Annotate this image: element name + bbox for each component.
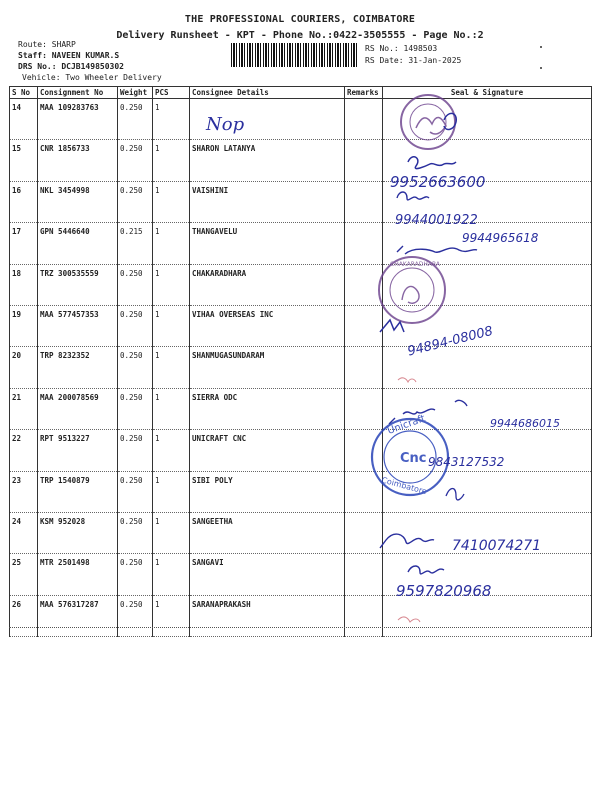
runsheet-table	[9, 86, 592, 637]
cell-signature	[383, 388, 592, 429]
col-header-signature: Seal & Signature	[383, 87, 592, 99]
cell-weight: 0.250	[118, 430, 153, 471]
cell-sno: 23	[10, 471, 38, 512]
stamp-unicraft-cnc: Cnc	[400, 451, 427, 466]
header-subtitle: Delivery Runsheet - KPT - Phone No.:0422-3505555 - Page No.:2	[116, 30, 484, 41]
table-row	[10, 140, 592, 181]
cell-remarks	[345, 388, 383, 429]
cell-sno: 20	[10, 347, 38, 388]
table-row	[10, 181, 592, 222]
handwritten-phone: 94894-08008	[406, 323, 495, 360]
cell-remarks	[345, 512, 383, 553]
cell-weight: 0.250	[118, 305, 153, 346]
stamp-unicraft-top: Unicraft	[385, 413, 427, 437]
bottom-dotted-line	[9, 627, 591, 628]
col-header-pcs: PCS	[153, 87, 190, 99]
barcode	[231, 43, 357, 67]
cell-consignee: SIBI POLY	[190, 471, 345, 512]
cell-remarks	[345, 181, 383, 222]
table-row	[10, 430, 592, 471]
cell-sno: 19	[10, 305, 38, 346]
cell-pcs: 1	[153, 305, 190, 346]
cell-sno: 17	[10, 223, 38, 264]
handwritten-phone: 9597820968	[396, 582, 492, 600]
route: Route: SHARP	[18, 40, 76, 49]
cell-remarks	[345, 430, 383, 471]
cell-weight: 0.250	[118, 181, 153, 222]
rs-number: RS No.: 1498503	[365, 44, 438, 53]
cell-signature	[383, 595, 592, 636]
cell-pcs: 1	[153, 595, 190, 636]
cell-pcs: 1	[153, 140, 190, 181]
table-row	[10, 471, 592, 512]
cell-consignee: SANGEETHA	[190, 512, 345, 553]
cell-remarks	[345, 595, 383, 636]
cell-consignment: NKL 3454998	[38, 181, 118, 222]
cell-signature	[383, 140, 592, 181]
cell-consignee: CHAKARADHARA	[190, 264, 345, 305]
cell-weight: 0.250	[118, 264, 153, 305]
cell-sno: 26	[10, 595, 38, 636]
cell-consignment: CNR 1856733	[38, 140, 118, 181]
drs-number: DRS No.: DCJB149850302	[18, 62, 124, 71]
cell-signature	[383, 99, 592, 140]
cell-weight: 0.250	[118, 554, 153, 595]
cell-sno: 25	[10, 554, 38, 595]
cell-consignment: MAA 200078569	[38, 388, 118, 429]
staff: Staff: NAVEEN KUMAR.S	[18, 51, 120, 60]
cell-remarks	[345, 305, 383, 346]
cell-consignment: TRP 8232352	[38, 347, 118, 388]
cell-weight: 0.250	[118, 99, 153, 140]
cell-pcs: 1	[153, 388, 190, 429]
handwritten-phone: 9944001922	[395, 213, 478, 228]
cell-pcs: 1	[153, 223, 190, 264]
cell-sno: 15	[10, 140, 38, 181]
cell-signature	[383, 554, 592, 595]
cell-remarks	[345, 264, 383, 305]
cell-consignee: SARANAPRAKASH	[190, 595, 345, 636]
table-row	[10, 305, 592, 346]
col-header-weight: Weight	[118, 87, 153, 99]
cell-sno: 16	[10, 181, 38, 222]
header-title: THE PROFESSIONAL COURIERS, COIMBATORE	[184, 14, 416, 25]
cell-weight: 0.250	[118, 388, 153, 429]
cell-consignment: MAA 109283763	[38, 99, 118, 140]
cell-signature	[380, 471, 592, 512]
cell-sno: 24	[10, 512, 38, 553]
cell-sno: 22	[10, 430, 38, 471]
table-row	[10, 554, 592, 595]
cell-remarks	[345, 347, 383, 388]
cell-signature	[383, 223, 592, 264]
cell-consignee: SIERRA ODC	[190, 388, 345, 429]
cell-remarks	[345, 471, 383, 512]
table-row	[10, 223, 592, 264]
handwritten-phone: 9952663600	[390, 173, 486, 191]
cell-consignment: TRZ 300535559	[38, 264, 118, 305]
cell-weight: 0.215	[118, 223, 153, 264]
rs-date: RS Date: 31-Jan-2025	[365, 56, 462, 65]
table-row	[10, 595, 592, 636]
cell-sno: 18	[10, 264, 38, 305]
cell-consignment: KSM 952028	[38, 512, 118, 553]
cell-consignee: VAISHINI	[190, 181, 345, 222]
cell-consignee: SHANMUGASUNDARAM	[190, 347, 345, 388]
cell-remarks	[345, 223, 383, 264]
cell-pcs: 1	[153, 264, 190, 305]
cell-consignee: UNICRAFT CNC	[190, 430, 345, 471]
col-header-consignee: Consignee Details	[190, 87, 345, 99]
handwritten-phone: 9843127532	[428, 455, 505, 469]
cell-weight: 0.250	[118, 140, 153, 181]
table-row	[10, 264, 592, 305]
cell-weight: 0.250	[118, 347, 153, 388]
cell-pcs: 1	[153, 99, 190, 140]
cell-consignee: SHARON LATANYA	[190, 140, 345, 181]
cell-remarks	[345, 140, 383, 181]
cell-pcs: 1	[153, 347, 190, 388]
cell-pcs: 1	[153, 430, 190, 471]
speck	[540, 46, 542, 48]
handwritten-nop: Nop	[206, 114, 245, 135]
table-header-row	[10, 87, 592, 99]
cell-signature	[383, 430, 592, 471]
stamp-chakaradhara-text: CHAKARADHARA	[390, 261, 441, 268]
cell-pcs: 1	[153, 181, 190, 222]
handwritten-phone: 9944686015	[490, 417, 560, 430]
table-row	[10, 512, 592, 553]
cell-consignment: TRP 1540879	[38, 471, 118, 512]
vehicle: Vehicle: Two Wheeler Delivery	[22, 73, 162, 82]
cell-sno: 14	[10, 99, 38, 140]
cell-signature	[383, 512, 592, 553]
handwritten-phone: 7410074271	[452, 538, 542, 554]
cell-consignee	[190, 99, 345, 140]
cell-weight: 0.250	[118, 595, 153, 636]
cell-remarks	[345, 99, 383, 140]
cell-signature	[383, 264, 592, 305]
cell-signature	[383, 347, 592, 388]
cell-pcs: 1	[153, 471, 190, 512]
cell-weight: 0.250	[118, 512, 153, 553]
cell-pcs: 1	[153, 554, 190, 595]
handwritten-phone: 9944965618	[462, 231, 539, 245]
table-row	[10, 99, 592, 140]
stamp-unicraft-bottom: Coimbatore	[380, 475, 428, 497]
cell-remarks	[345, 554, 383, 595]
cell-consignee: SANGAVI	[190, 554, 345, 595]
table-row	[10, 388, 592, 429]
cell-signature	[383, 181, 592, 222]
speck	[540, 67, 542, 69]
cell-consignee: VIHAA OVERSEAS INC	[190, 305, 345, 346]
cell-consignment: MAA 577457353	[38, 305, 118, 346]
cell-pcs: 1	[153, 512, 190, 553]
cell-sno: 21	[10, 388, 38, 429]
table-row	[10, 347, 592, 388]
cell-consignment: MAA 576317287	[38, 595, 118, 636]
col-header-remarks: Remarks	[345, 87, 383, 99]
cell-signature	[383, 305, 592, 346]
cell-consignee: THANGAVELU	[190, 223, 345, 264]
cell-weight: 0.250	[118, 471, 153, 512]
col-header-consignment: Consignment No	[38, 87, 118, 99]
cell-consignment: MTR 2501498	[38, 554, 118, 595]
cell-consignment: RPT 9513227	[38, 430, 118, 471]
cell-consignment: GPN 5446640	[38, 223, 118, 264]
col-header-sno: S No	[10, 87, 38, 99]
